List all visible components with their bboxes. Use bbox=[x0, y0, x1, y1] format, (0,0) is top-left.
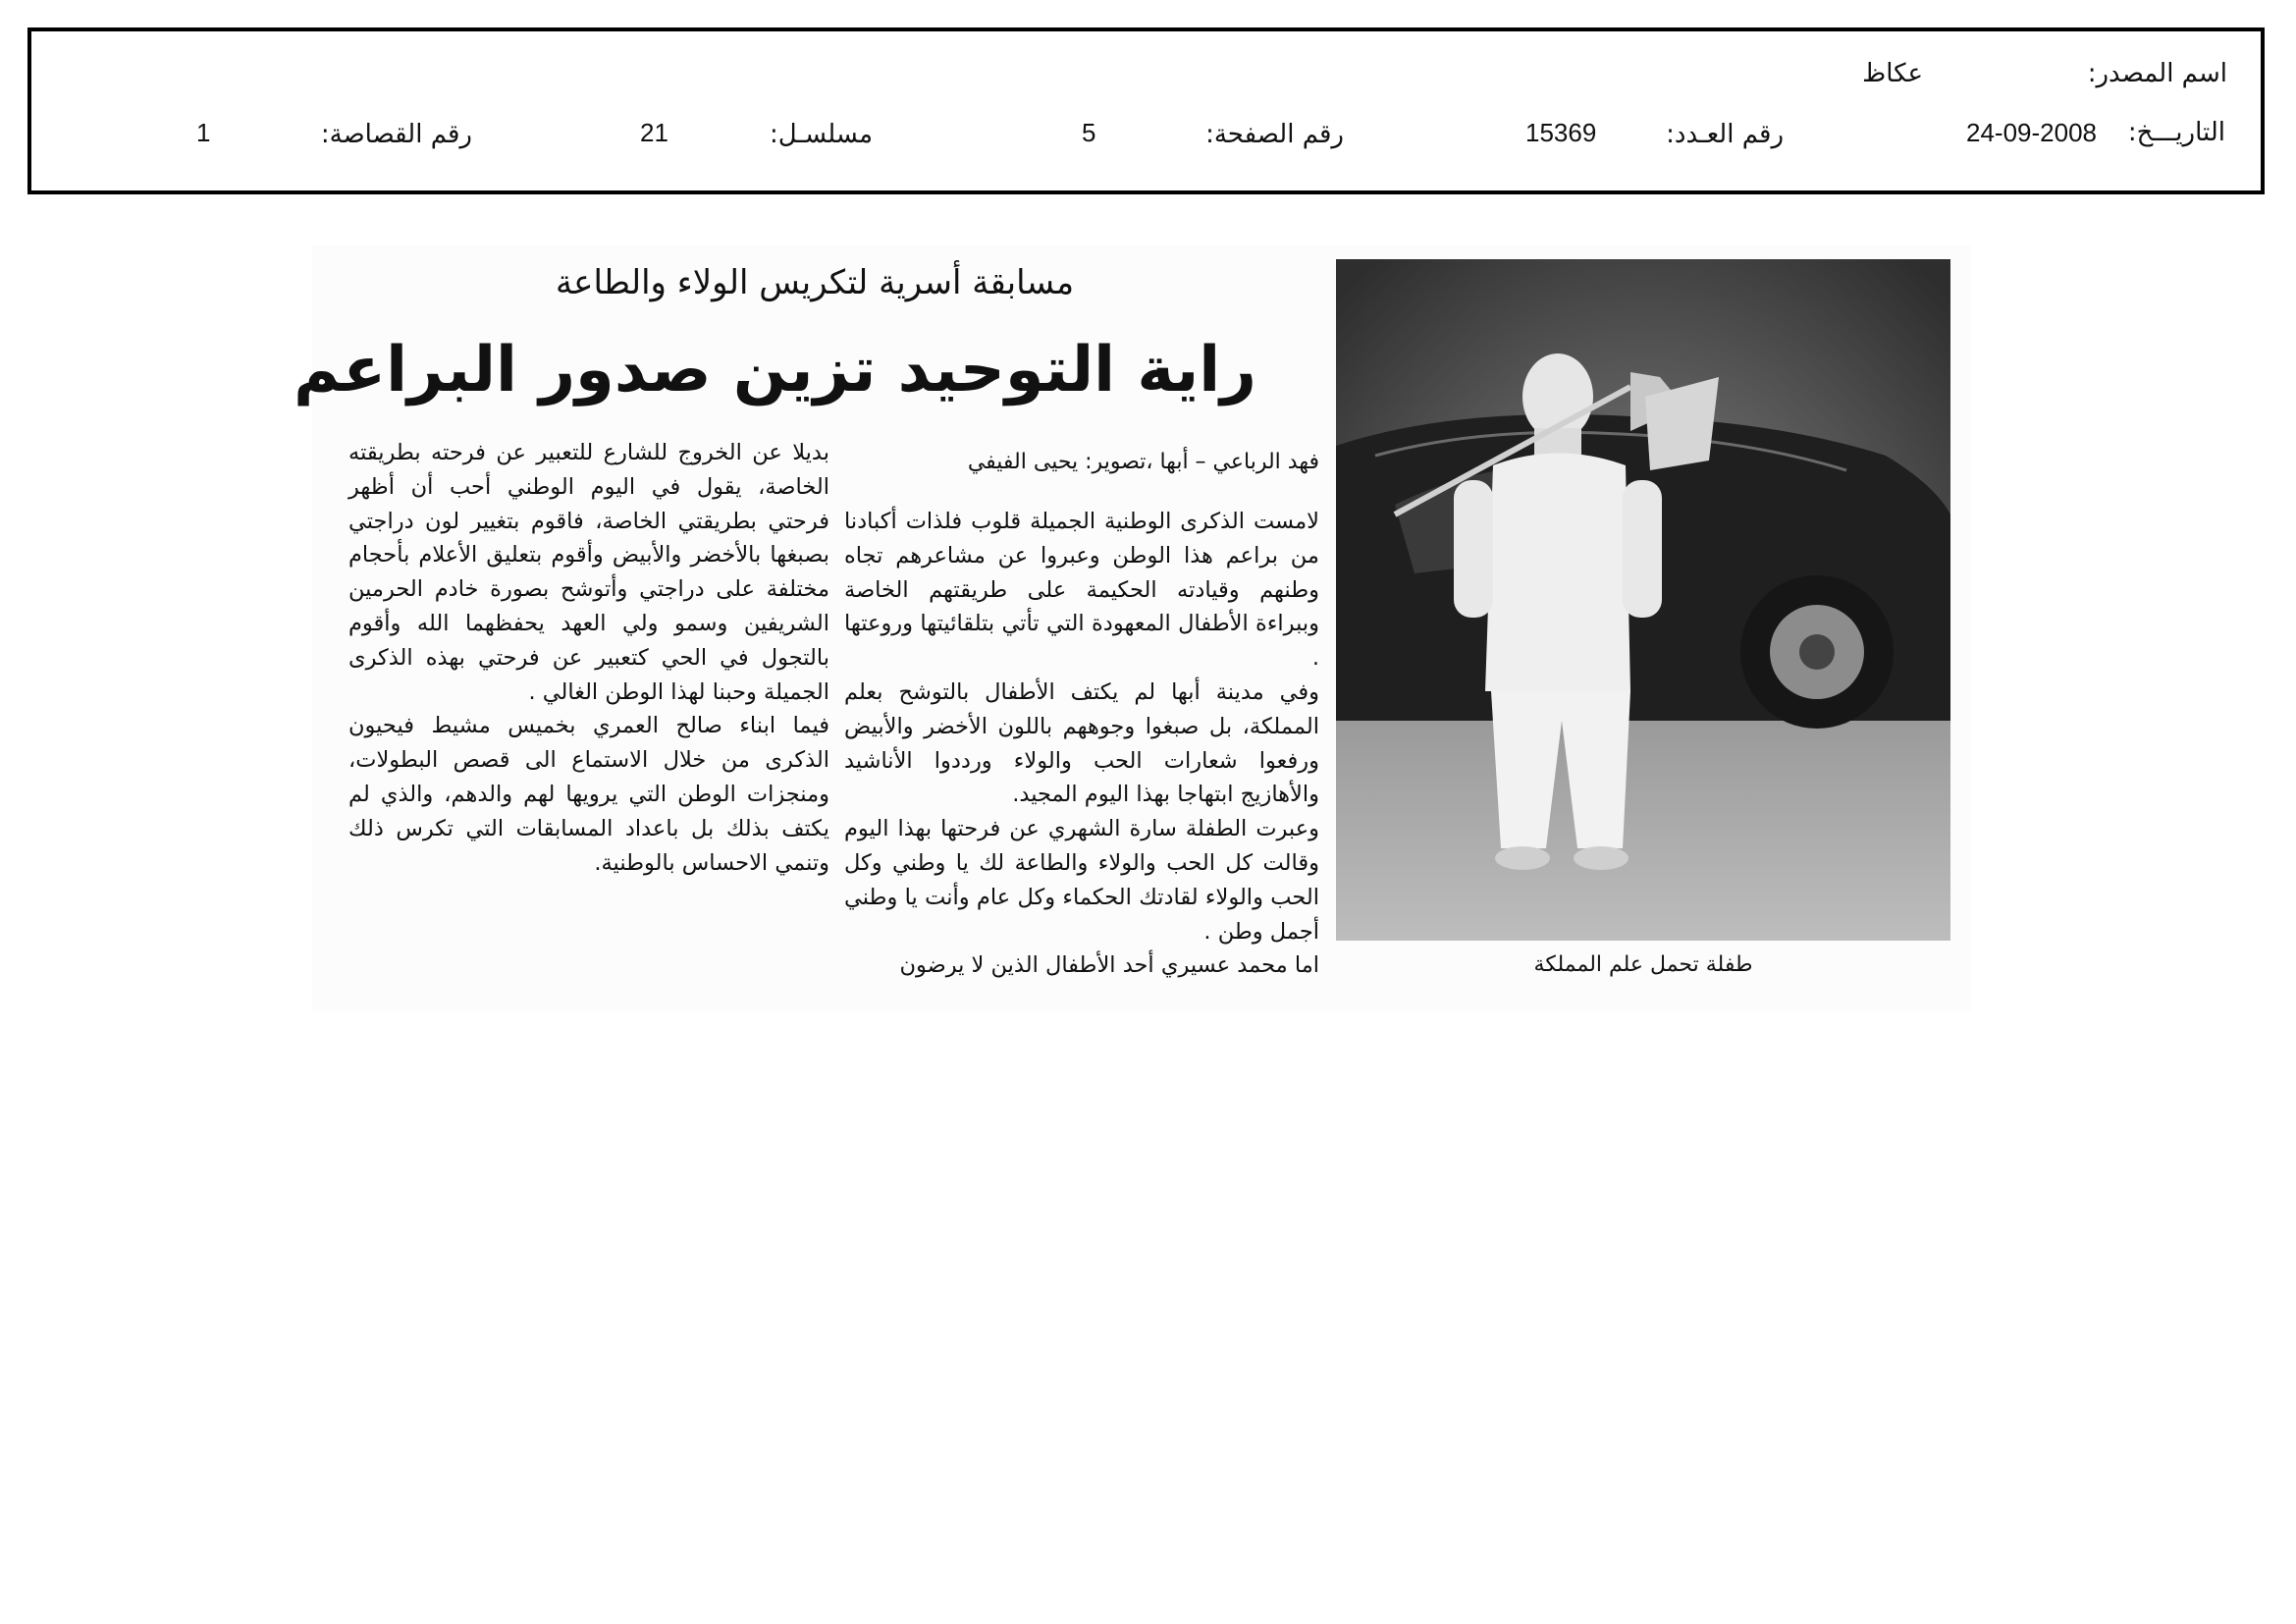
issue-label: رقم العـدد: bbox=[1666, 120, 1784, 149]
photo-caption: طفلة تحمل علم المملكة bbox=[1533, 952, 1753, 977]
page-value: 5 bbox=[1082, 118, 1096, 147]
paragraph: وعبرت الطفلة سارة الشهري عن فرحتها بهذا اليوم وقالت كل الحب والولاء والطاعة لك يا وطني وكل الحب والولاء لقادتك الحكماء وكل عام وأنت يا وطني أجمل وطن . bbox=[844, 816, 1319, 945]
article-headline: راية التوحيد تزين صدور البراعم bbox=[294, 334, 1256, 406]
article-subtitle: مسابقة أسرية لتكريس الولاء والطاعة bbox=[555, 263, 1075, 302]
date-value: 24-09-2008 bbox=[1966, 118, 2097, 147]
serial-label: مسلسـل: bbox=[770, 120, 873, 149]
source-value: عكاظ bbox=[1862, 59, 1923, 88]
clip-number-value: 1 bbox=[196, 118, 211, 147]
clipping-info-box bbox=[27, 27, 2265, 194]
issue-value: 15369 bbox=[1525, 118, 1597, 147]
paragraph: وفي مدينة أبها لم يكتف الأطفال بالتوشح بعلم المملكة، بل صبغوا وجوههم باللون الأخضر والأبيض ورفعوا شعارات الحب والولاء ورددوا الأناشيد والأهازيج ابتهاجا بهذا اليوم المجيد. bbox=[844, 678, 1319, 808]
article-column-left bbox=[348, 436, 829, 880]
article-column-right bbox=[844, 505, 1319, 983]
source-label: اسم المصدر: bbox=[2087, 59, 2227, 88]
article-byline: فهد الرباعي – أبها ،تصوير: يحيى الفيفي bbox=[967, 450, 1319, 474]
serial-value: 21 bbox=[640, 118, 668, 147]
girl-with-flag-image bbox=[1336, 259, 1950, 941]
clip-number-label: رقم القصاصة: bbox=[320, 120, 472, 149]
paragraph: اما محمد عسيري أحد الأطفال الذين لا يرضون bbox=[899, 952, 1319, 979]
page-label: رقم الصفحة: bbox=[1205, 120, 1344, 149]
date-label: التاريـــخ: bbox=[2127, 118, 2225, 147]
paragraph: فيما ابناء صالح العمري بخميس مشيط فيحيون الذكرى من خلال الاستماع الى قصص البطولات، ومنجزات الوطن التي يرويها لهم والدهم، والذي لم يكتف بذلك بل باعداد المسابقات التي تكرس ذلك وتنمي الاحساس بالوطنية. bbox=[348, 713, 829, 876]
paragraph: بديلا عن الخروج للشارع للتعبير عن فرحته بطريقته الخاصة، يقول في اليوم الوطني أحب أن أظهر فرحتي بطريقتي الخاصة، فاقوم بتغيير لون دراجتي بصبغها بالأخضر والأبيض وأقوم بتعليق الأعلام بأحجام مختلفة على دراجتي وأتوشح بصورة خادم الحرمين الشريفين وسمو ولي العهد يحفظهما الله وأقوم بالتجول في الحي كتعبير عن فرحتي بهذه الذكرى الجميلة وحبنا لهذا الوطن الغالي . bbox=[348, 440, 829, 705]
article-photo bbox=[1336, 259, 1950, 941]
paragraph: لامست الذكرى الوطنية الجميلة قلوب فلذات أكبادنا من براعم هذا الوطن وعبروا عن مشاعرهم تجاه وطنهم وقيادته الحكيمة على طريقتهم الخاصة وببراءة الأطفال المعهودة التي تأتي بتلقائيتها وروعتها . bbox=[844, 509, 1319, 672]
